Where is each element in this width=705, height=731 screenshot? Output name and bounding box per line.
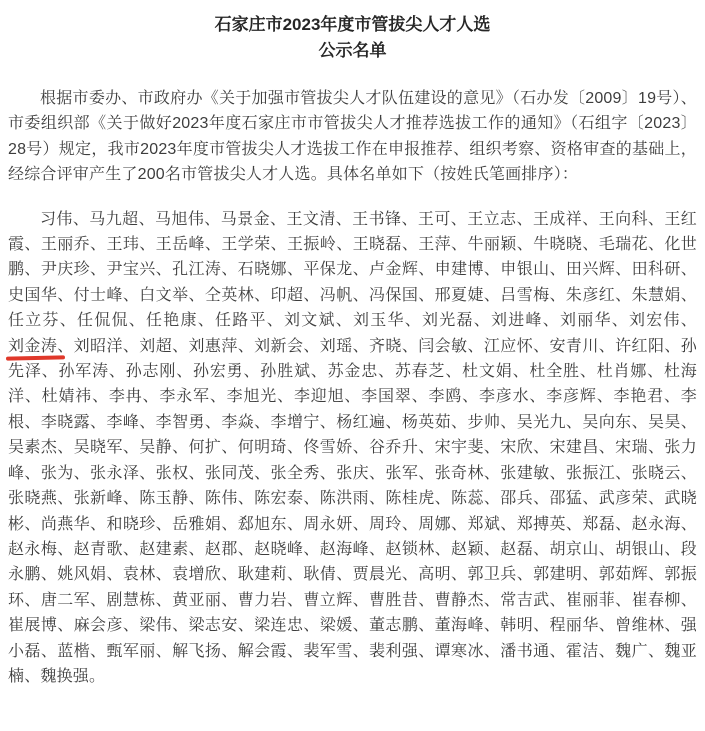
intro-paragraph: 根据市委办、市政府办《关于加强市管拔尖人才队伍建设的意见》（石办发〔2009〕19号）、市委组织部《关于做好2023年度石家庄市市管拔尖人才推荐选拔工作的通知》（石组字〔2023〕28号）规定，我市2023年度市管拔尖人才选拔工作在申报推荐、组织考察、资格审查的基础上，经综合评审产生了200名市管拔尖人才人选。具体名单如下（按姓氏笔画排序）： <box>8 90 697 184</box>
document-title <box>8 12 697 64</box>
title-line-1: 石家庄市2023年度市管拔尖人才人选 <box>214 15 491 34</box>
names-before-highlight: 习伟、马九超、马旭伟、马景金、王文清、王书锋、王可、王立志、王成祥、王向科、王红霞、王丽乔、王玮、王岳峰、王学荣、王振岭、王晓磊、王萍、牛丽颖、牛晓晓、毛瑞花、化世鹏、尹庆珍、尹宝兴、孔江涛、石晓娜、平保龙、卢金辉、申建博、申银山、田兴辉、田科研、史国华、付士峰、白文举、仝英林、印超、冯帆、冯保国、邢夏婕、吕雪梅、朱彦红、朱慧娟、任立芬、任侃侃、任艳康、任路平、刘文斌、刘玉华、刘光磊、刘进峰、刘丽华、刘宏伟、 <box>8 210 697 330</box>
title-line-2: 公示名单 <box>318 41 387 60</box>
highlighted-name-underlined: 刘金涛 <box>8 337 58 355</box>
names-paragraph <box>8 207 697 690</box>
names-after-highlight: 、刘昭洋、刘超、刘惠萍、刘新会、刘瑶、齐晓、闫会敏、江应怀、安青川、许红阳、孙先泽、孙军涛、孙志刚、孙宏勇、孙胜斌、苏金忠、苏春芝、杜文娟、杜全胜、杜肖娜、杜海洋、杜婧祎、李冉、李永军、李旭光、李迎旭、李国翠、李鸥、李彦水、李彦辉、李艳君、李根、李晓露、李峰、李智勇、李焱、李增宁、杨红遍、杨英茹、步帅、吴光九、吴向东、吴昊、吴素杰、吴晓军、吴静、何扩、何明琦、佟雪娇、谷乔升、宋宇斐、宋欣、宋建昌、宋瑞、张力峰、张为、张永泽、张权、张同茂、张全秀、张庆、张军、张奇林、张建敏、张振江、张晓云、张晓燕、张新峰、陈玉静、陈伟、陈宏泰、陈洪雨、陈桂虎、陈蕊、邵兵、邵猛、武彦荣、武晓彬、尚燕华、和晓珍、岳雅娟、郄旭东、周永妍、周玲、周娜、郑斌、郑搏英、郑磊、赵永海、赵永梅、赵青歌、赵建素、赵郡、赵晓峰、赵海峰、赵锁林、赵颖、赵磊、胡京山、胡银山、段永鹏、姚风娟、袁林、袁增欣、耿建莉、耿倩、贾晨光、高明、郭卫兵、郭建明、郭茹辉、郭振环、唐二军、剧慧栋、黄亚丽、曹力岩、曹立辉、曹胜昔、曹静杰、常吉武、崔丽菲、崔春柳、崔展博、麻会彦、梁伟、梁志安、梁连忠、梁媛、董志鹏、董海峰、韩明、程丽华、曾维林、强小磊、蓝楷、甄军丽、解飞扬、解会霞、裴军雪、裴利强、谭寒冰、潘书通、霍洁、魏广、魏亚楠、魏换强。 <box>8 337 697 685</box>
